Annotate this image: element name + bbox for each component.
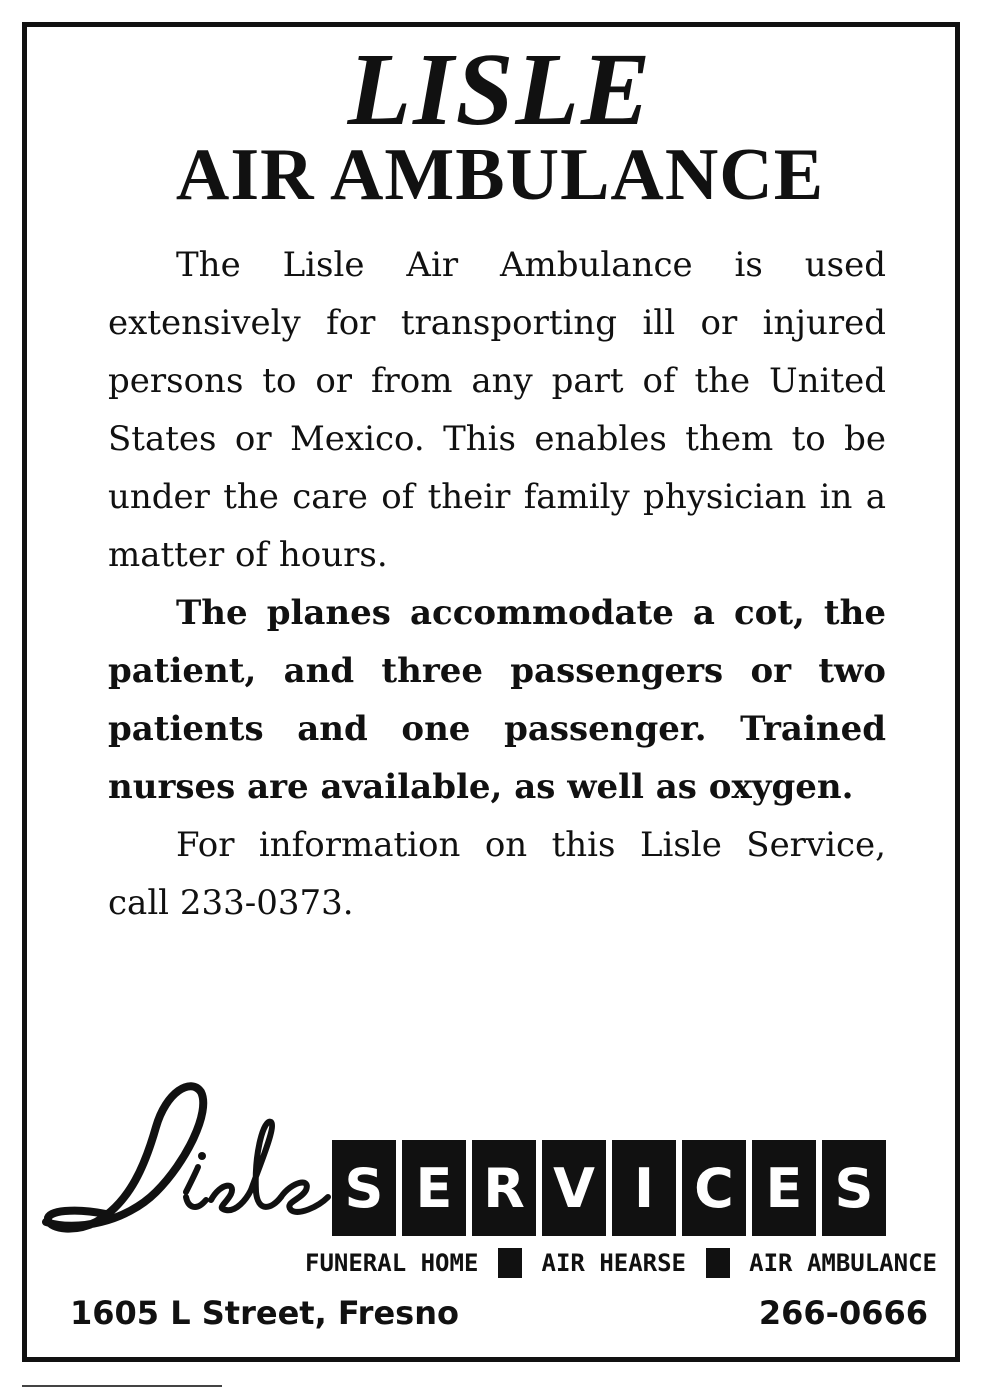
tagline-air-hearse: AIR HEARSE [541,1249,687,1277]
services-wordmark [332,1140,886,1236]
paragraph-3: For information on this Lisle Service, call 233-0373. [108,825,886,923]
services-letter: C [682,1140,746,1236]
services-letter: I [612,1140,676,1236]
services-letter: V [542,1140,606,1236]
footer-phone: 266-0666 [758,1294,928,1332]
lisle-script-logo [36,1072,336,1242]
services-tagline [305,1248,937,1278]
services-letter: S [822,1140,886,1236]
bottom-rule [22,1385,222,1387]
script-logo-text: Lisle [184,1240,188,1241]
ad-copy [108,236,886,932]
services-letter: R [472,1140,536,1236]
brand-title: LISLE [347,32,653,147]
headline: AIR AMBULANCE [175,134,825,216]
tagline-funeral-home: FUNERAL HOME [305,1249,479,1277]
paragraph-1: The Lisle Air Ambulance is used extensively for transporting ill or injured persons to or from any part of the United States or Mexico. This enables them to be under the care of their family physician in a matter of hours. [108,245,886,575]
services-letter: E [752,1140,816,1236]
tagline-air-ambulance: AIR AMBULANCE [749,1249,937,1277]
footer-address: 1605 L Street, Fresno [70,1294,459,1332]
services-letter: S [332,1140,396,1236]
paragraph-2: The planes accommodate a cot, the patient, and three passengers or two patients and one passenger. Trained nurses are available, as well as oxygen. [108,593,886,807]
separator-square [706,1248,730,1278]
services-letter: E [402,1140,466,1236]
separator-square [498,1248,522,1278]
